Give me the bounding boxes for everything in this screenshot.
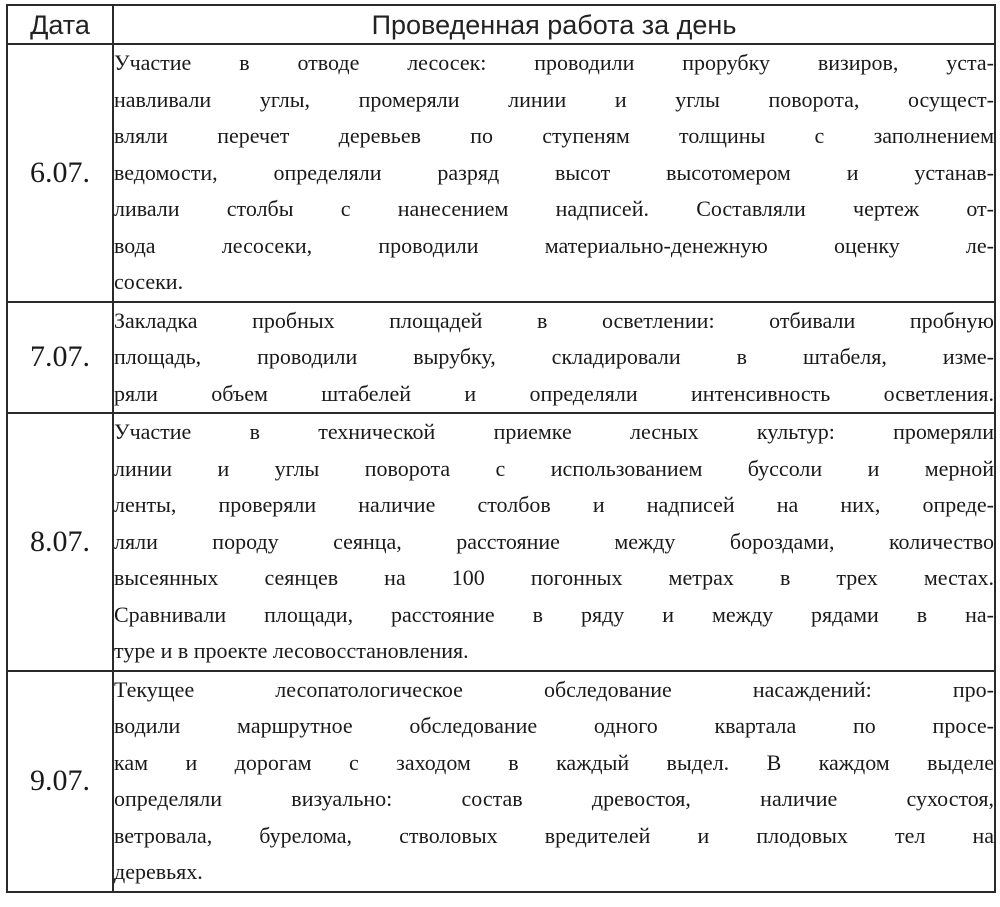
row-work-description xyxy=(113,413,995,671)
work-text-line: кам и дорогам с заходом в каждый выдел. В каждом выделе xyxy=(114,749,994,775)
row-date: 7.07. xyxy=(7,302,113,414)
work-text-line: туре и в проекте лесовосстановления. xyxy=(114,638,469,663)
work-text-line: деревьях. xyxy=(114,859,203,884)
work-text-line: ленты, проверяли наличие столбов и надписей на них, опреде- xyxy=(114,492,994,517)
work-text-line: водили маршрутное обследование одного квартала по просе- xyxy=(114,713,994,738)
work-text-line: ливали столбы с нанесением надписей. Составляли чертеж от- xyxy=(114,196,994,221)
work-text-line: ведомости, определяли разряд высот высотомером и устанав- xyxy=(114,159,994,185)
work-text-line: ряли объем штабелей и определяли интенсивность осветления. xyxy=(114,380,994,406)
work-text-line: площадь, проводили вырубку, складировали в штабеля, изме- xyxy=(114,344,994,369)
table-row xyxy=(7,413,995,671)
work-text-line: Закладка пробных площадей в осветлении: отбивали пробную xyxy=(114,307,994,333)
work-text-line: сосеки. xyxy=(114,269,184,294)
date-column-header: Дата xyxy=(7,5,113,44)
row-date: 6.07. xyxy=(7,44,113,302)
work-text-line: ветровала, бурелома, стволовых вредителей и плодовых тел на xyxy=(114,822,994,848)
row-work-description xyxy=(113,302,995,414)
table-row xyxy=(7,44,995,302)
work-journal-table xyxy=(6,4,996,893)
row-work-description xyxy=(113,671,995,892)
work-column-header: Проведенная работа за день xyxy=(113,5,995,44)
work-text-line: высеянных сеянцев на 100 погонных метрах в трех местах. xyxy=(114,565,994,590)
table-row xyxy=(7,302,995,414)
work-text-line: Текущее лесопатологическое обследование насаждений: про- xyxy=(114,676,994,702)
work-text-line: Участие в отводе лесосек: проводили прорубку визиров, уста- xyxy=(114,50,994,75)
row-date: 8.07. xyxy=(7,413,113,671)
work-text-line: Сравнивали площади, расстояние в ряду и между рядами в на- xyxy=(114,601,994,627)
table-row xyxy=(7,671,995,892)
table-header-row xyxy=(7,5,995,44)
work-text-line: линии и углы поворота с использованием буссоли и мерной xyxy=(114,455,994,481)
work-text-line: навливали углы, промеряли линии и углы поворота, осущест- xyxy=(114,86,994,112)
row-date: 9.07. xyxy=(7,671,113,892)
work-text-line: вода лесосеки, проводили материально-денежную оценку ле- xyxy=(114,232,994,258)
work-text-line: ляли породу сеянца, расстояние между бороздами, количество xyxy=(114,528,994,554)
row-work-description xyxy=(113,44,995,302)
work-text-line: вляли перечет деревьев по ступеням толщины с заполнением xyxy=(114,123,994,148)
work-text-line: определяли визуально: состав древостоя, наличие сухостоя, xyxy=(114,786,994,811)
work-text-line: Участие в технической приемке лесных культур: промеряли xyxy=(114,419,994,444)
